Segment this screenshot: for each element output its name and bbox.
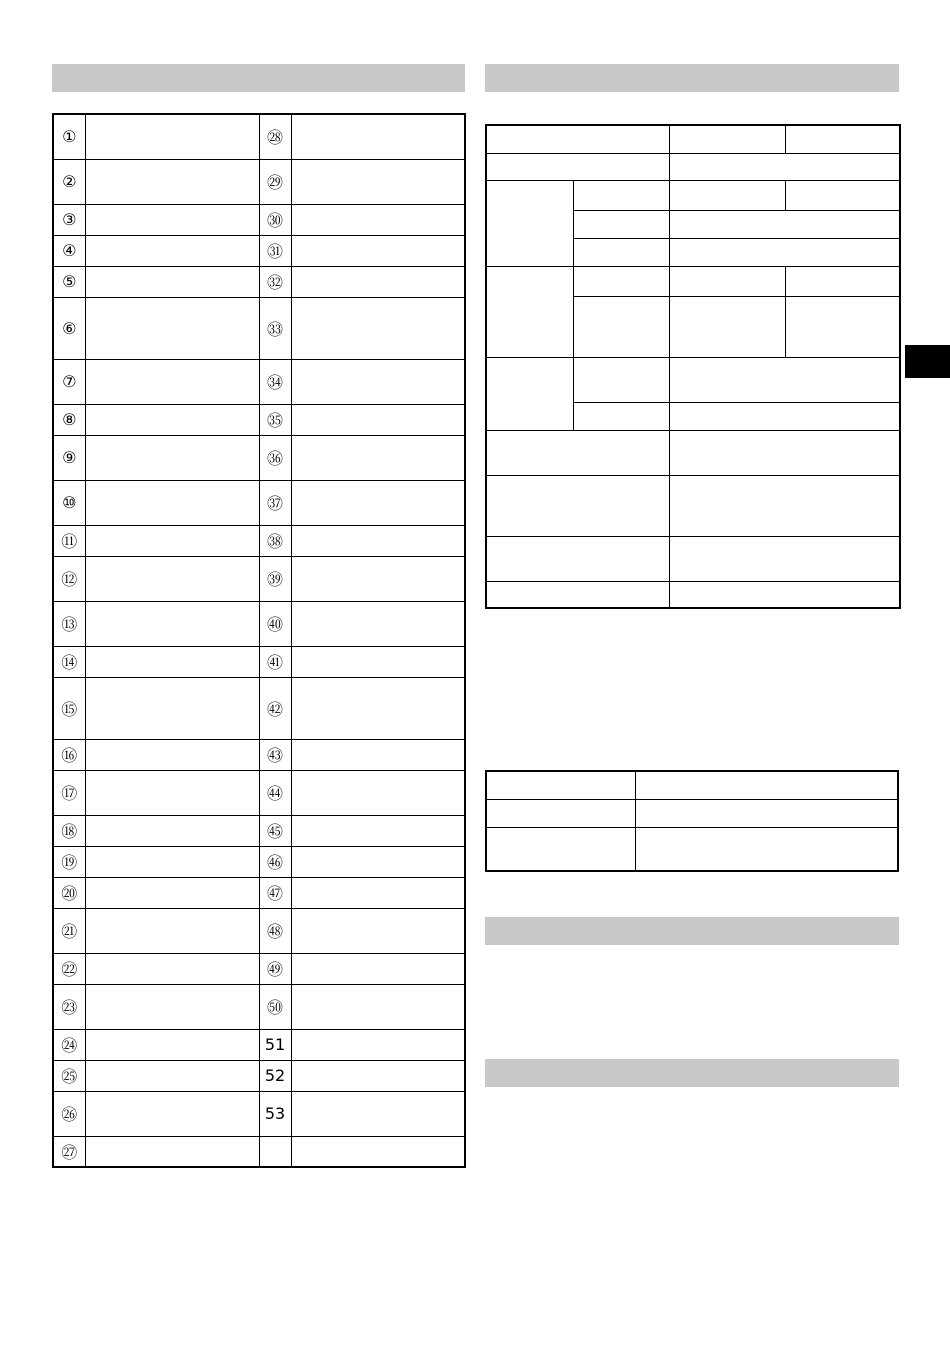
secondary-cell [486,799,635,827]
parts-row [53,525,465,556]
part-description-right [291,1091,465,1136]
part-number-right: ㊵ [259,601,291,646]
part-number-right: ㉟ [259,404,291,435]
page-edge-tab [905,345,950,378]
part-description-left [85,908,259,953]
part-description-right [291,480,465,525]
part-description-right [291,908,465,953]
part-description-left [85,1091,259,1136]
part-number-right: 51 [259,1029,291,1060]
parts-row [53,235,465,266]
part-description-left [85,235,259,266]
part-description-left [85,404,259,435]
part-description-left [85,677,259,739]
parts-row [53,359,465,404]
part-description-left [85,525,259,556]
part-number-left: ㉔ [53,1029,85,1060]
parts-row [53,159,465,204]
parts-row [53,984,465,1029]
spec-cell [669,266,785,296]
part-number-left: ⑮ [53,677,85,739]
spec-cell [573,296,669,357]
secondary-cell [635,799,898,827]
part-number-left: ② [53,159,85,204]
part-description-right [291,266,465,297]
part-number-right: ㊴ [259,556,291,601]
part-number-left: ㉓ [53,984,85,1029]
part-description-right [291,235,465,266]
part-number-right: ㊸ [259,739,291,770]
parts-row [53,953,465,984]
secondary-cell [635,771,898,799]
parts-row [53,266,465,297]
parts-row [53,297,465,359]
part-number-right: ㊼ [259,877,291,908]
part-number-left: ④ [53,235,85,266]
spec-cell [669,153,900,180]
part-number-left: ⑬ [53,601,85,646]
part-number-left: ① [53,114,85,159]
section-header-bar-4 [485,1059,899,1087]
part-number-left: ㉖ [53,1091,85,1136]
part-description-right [291,1136,465,1167]
spec-cell [573,238,669,266]
spec-cell [669,357,900,402]
spec-cell [669,402,900,430]
spec-cell [669,581,900,608]
part-number-right: 52 [259,1060,291,1091]
secondary-cell [635,827,898,871]
part-number-left: ⑭ [53,646,85,677]
part-number-right: ㊲ [259,480,291,525]
spec-cell [486,536,669,581]
part-description-left [85,953,259,984]
part-number-right: ㉙ [259,159,291,204]
parts-row [53,739,465,770]
part-description-right [291,1029,465,1060]
parts-row [53,908,465,953]
part-number-right: ㊾ [259,953,291,984]
parts-row [53,556,465,601]
part-description-left [85,159,259,204]
part-description-right [291,1060,465,1091]
part-number-left: ㉒ [53,953,85,984]
parts-row [53,677,465,739]
part-description-left [85,435,259,480]
part-description-right [291,846,465,877]
spec-cell [573,180,669,210]
part-description-left [85,815,259,846]
spec-cell [669,430,900,475]
parts-table [52,113,466,1168]
part-description-left [85,739,259,770]
part-description-right [291,204,465,235]
parts-row [53,601,465,646]
spec-cell [573,357,669,402]
spec-cell [669,125,785,153]
parts-row [53,404,465,435]
part-number-left: ㉗ [53,1136,85,1167]
part-description-right [291,739,465,770]
part-number-left: ⑥ [53,297,85,359]
part-description-left [85,846,259,877]
part-number-left: ⑱ [53,815,85,846]
spec-cell [486,266,573,357]
part-number-right: ㉝ [259,297,291,359]
part-description-right [291,953,465,984]
spec-cell [486,153,669,180]
spec-cell [785,180,900,210]
parts-row [53,1060,465,1091]
part-number-right: ㊿ [259,984,291,1029]
part-description-left [85,1136,259,1167]
part-description-right [291,359,465,404]
spec-cell [486,430,669,475]
parts-row [53,1029,465,1060]
part-number-right: ㊶ [259,646,291,677]
part-description-left [85,1060,259,1091]
spec-cell [785,266,900,296]
part-number-right: ㊺ [259,815,291,846]
secondary-cell [486,771,635,799]
secondary-cell [486,827,635,871]
spec-cell [669,536,900,581]
part-number-right: ㊽ [259,908,291,953]
part-number-left: ⑯ [53,739,85,770]
part-number-left: ⑩ [53,480,85,525]
parts-row [53,815,465,846]
part-description-left [85,877,259,908]
section-header-bar-specifications [485,64,899,92]
part-description-left [85,204,259,235]
part-number-right: ㉘ [259,114,291,159]
part-description-left [85,1029,259,1060]
part-description-right [291,646,465,677]
spec-cell [669,296,785,357]
parts-row [53,1136,465,1167]
part-number-right: ㉚ [259,204,291,235]
part-number-right: ㊱ [259,435,291,480]
part-description-left [85,480,259,525]
part-number-right: ㊻ [259,846,291,877]
spec-cell [573,402,669,430]
part-description-left [85,601,259,646]
part-number-left: ⑧ [53,404,85,435]
parts-row [53,770,465,815]
part-description-right [291,601,465,646]
spec-cell [486,581,669,608]
section-header-bar-3 [485,917,899,945]
part-number-left: ㉑ [53,908,85,953]
parts-row [53,480,465,525]
part-description-left [85,984,259,1029]
spec-cell [486,357,573,430]
spec-cell [486,125,669,153]
part-number-left: ⑳ [53,877,85,908]
parts-row [53,646,465,677]
part-description-right [291,404,465,435]
parts-row [53,877,465,908]
spec-cell [573,266,669,296]
part-description-right [291,677,465,739]
part-number-right: ㊷ [259,677,291,739]
part-number-left: ③ [53,204,85,235]
spec-cell [669,210,900,238]
spec-cell [669,238,900,266]
part-description-right [291,556,465,601]
part-description-left [85,266,259,297]
part-description-right [291,297,465,359]
part-number-right [259,1136,291,1167]
part-number-right: ㉞ [259,359,291,404]
part-number-left: ⑤ [53,266,85,297]
spec-cell [785,296,900,357]
specifications-table [485,124,901,609]
part-number-left: ⑲ [53,846,85,877]
part-number-left: ㉕ [53,1060,85,1091]
part-number-right: ㉛ [259,235,291,266]
parts-row [53,846,465,877]
spec-cell [669,475,900,536]
part-number-left: ⑦ [53,359,85,404]
part-description-left [85,556,259,601]
secondary-table [485,770,899,872]
part-description-right [291,984,465,1029]
part-description-right [291,815,465,846]
parts-row [53,114,465,159]
part-description-right [291,159,465,204]
spec-cell [669,180,785,210]
part-number-right: 53 [259,1091,291,1136]
part-description-left [85,646,259,677]
part-description-left [85,114,259,159]
part-description-right [291,114,465,159]
part-description-left [85,359,259,404]
part-description-right [291,435,465,480]
section-header-bar-parts [52,64,465,92]
part-description-right [291,877,465,908]
part-number-left: ⑫ [53,556,85,601]
part-description-right [291,525,465,556]
part-description-left [85,770,259,815]
parts-row [53,204,465,235]
parts-row [53,435,465,480]
spec-cell [486,475,669,536]
part-description-right [291,770,465,815]
parts-row [53,1091,465,1136]
part-number-right: ㊹ [259,770,291,815]
spec-cell [573,210,669,238]
part-number-right: ㉜ [259,266,291,297]
part-number-left: ⑪ [53,525,85,556]
part-number-right: ㊳ [259,525,291,556]
part-number-left: ⑨ [53,435,85,480]
part-description-left [85,297,259,359]
part-number-left: ⑰ [53,770,85,815]
spec-cell [785,125,900,153]
spec-cell [486,180,573,266]
